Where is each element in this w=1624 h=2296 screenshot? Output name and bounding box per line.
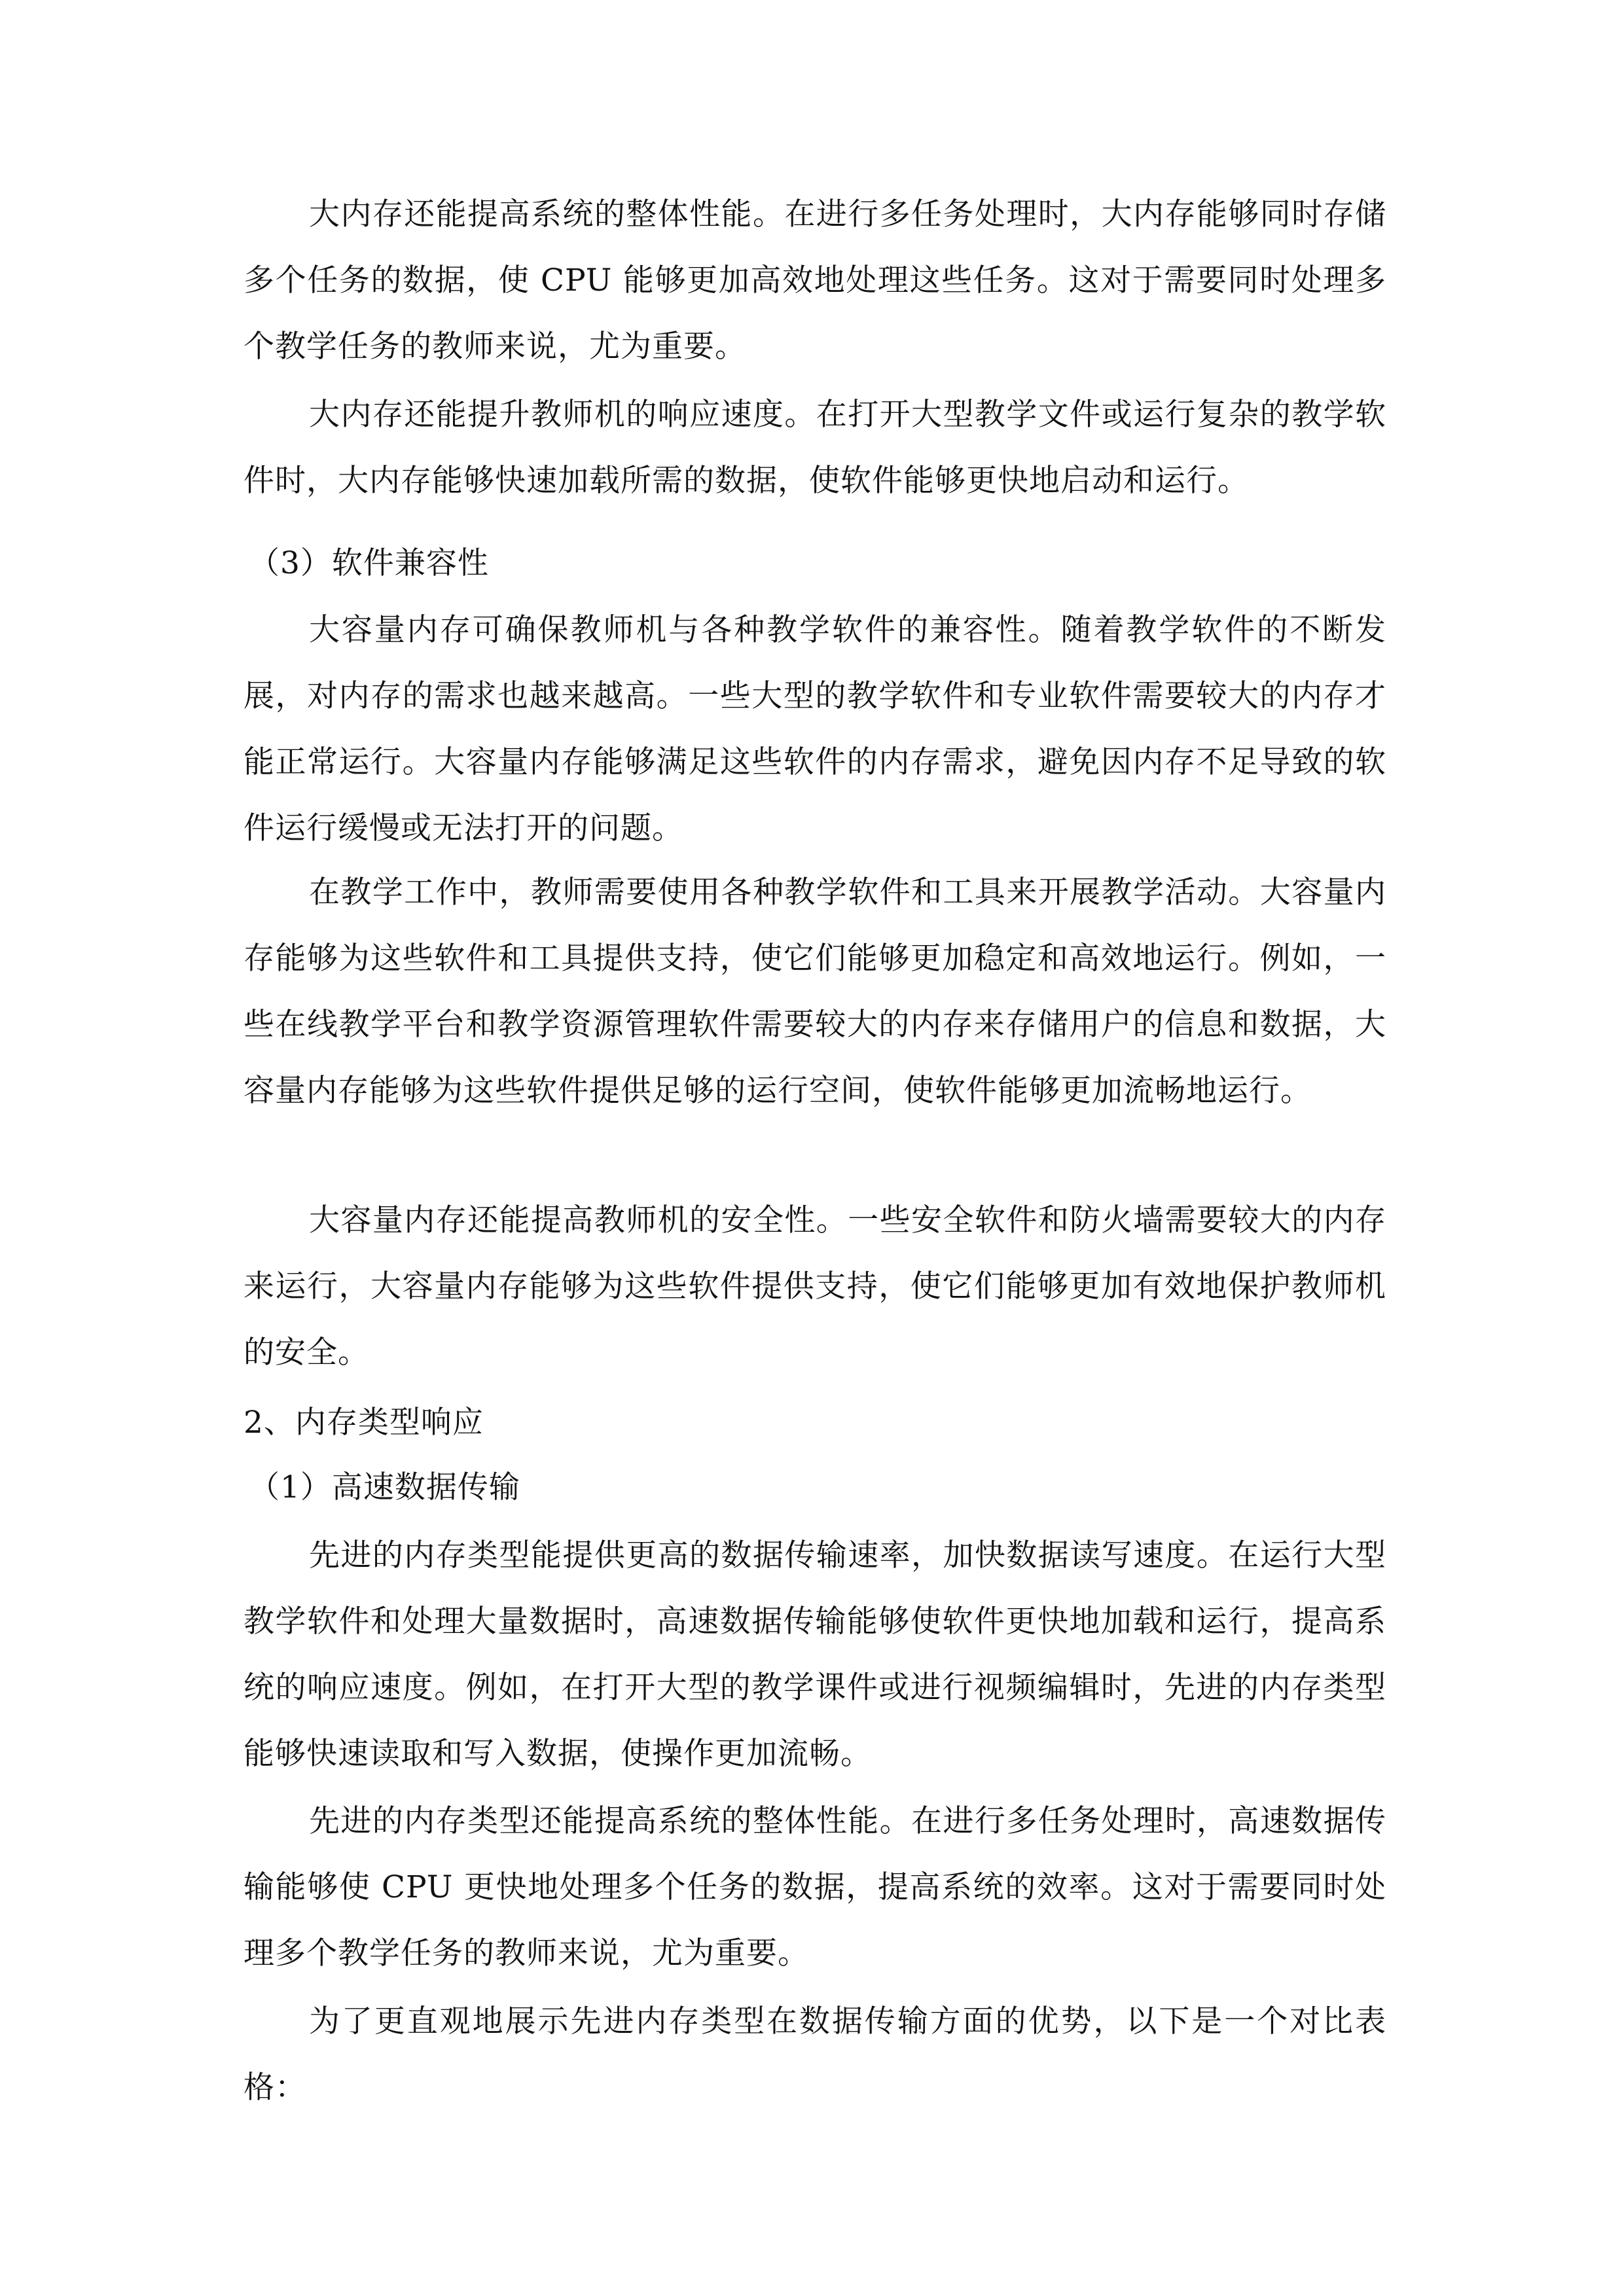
paragraph-teaching-tools-support: 在教学工作中，教师需要使用各种教学软件和工具来开展教学活动。大容量内存能够为这些软件和工具提供支持，使它们能够更加稳定和高效地运行。例如，一些在线教学平台和教学资源管理软件需要较大的内存来存储用户的信息和数据，大容量内存能够为这些软件提供足够的运行空间，使软件能够更加流畅地运行。 (244, 874, 1386, 1109)
heading-software-compatibility: （3）软件兼容性 (249, 545, 489, 581)
paragraph-table-intro: 为了更直观地展示先进内存类型在数据传输方面的优势，以下是一个对比表格： (244, 2003, 1386, 2106)
paragraph-transfer-rate: 先进的内存类型能提供更高的数据传输速率，加快数据读写速度。在运行大型教学软件和处理大量数据时，高速数据传输能够使软件更快地加载和运行，提高系统的响应速度。例如，在打开大型的教学课件或进行视频编辑时，先进的内存类型能够快速读取和写入数据，使操作更加流畅。 (244, 1537, 1386, 1772)
paragraph-multitask-performance: 先进的内存类型还能提高系统的整体性能。在进行多任务处理时，高速数据传输能够使 CPU 更快地处理多个任务的数据，提高系统的效率。这对于需要同时处理多个教学任务的教师来说，尤为重要。 (244, 1803, 1386, 1971)
paragraph-memory-response-speed: 大内存还能提升教师机的响应速度。在打开大型教学文件或运行复杂的教学软件时，大内存能够快速加载所需的数据，使软件能够更快地启动和运行。 (244, 397, 1386, 499)
heading-high-speed-transfer: （1）高速数据传输 (249, 1469, 520, 1505)
heading-memory-type-response: 2、内存类型响应 (244, 1405, 484, 1441)
paragraph-security: 大容量内存还能提高教师机的安全性。一些安全软件和防火墙需要较大的内存来运行，大容量内存能够为这些软件提供支持，使它们能够更加有效地保护教师机的安全。 (244, 1202, 1386, 1371)
paragraph-memory-overall-performance: 大内存还能提高系统的整体性能。在进行多任务处理时，大内存能够同时存储多个任务的数据，使 CPU 能够更加高效地处理这些任务。这对于需要同时处理多个教学任务的教师来说，尤为重要。 (244, 196, 1386, 365)
paragraph-compatibility-intro: 大容量内存可确保教师机与各种教学软件的兼容性。随着教学软件的不断发展，对内存的需求也越来越高。一些大型的教学软件和专业软件需要较大的内存才能正常运行。大容量内存能够满足这些软件的内存需求，避免因内存不足导致的软件运行缓慢或无法打开的问题。 (244, 612, 1386, 846)
